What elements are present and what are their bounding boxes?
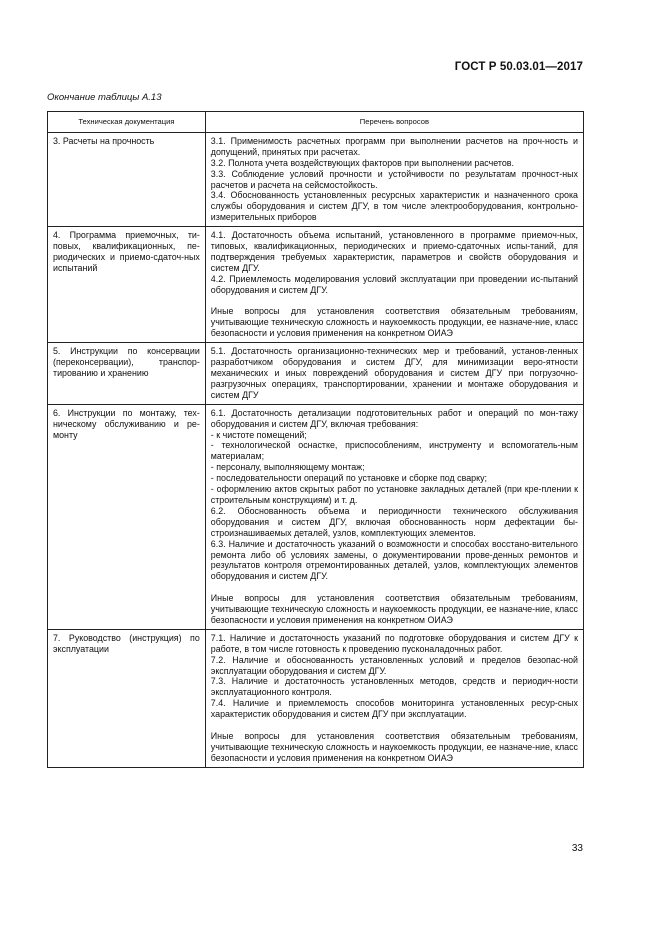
question-item: 7.2. Наличие и обоснованность установленных условий и пределов безопас-ной эксплуатации оборудования и систем ДГУ. bbox=[210, 654, 578, 676]
question-item: - последовательности операций по установке и сборке под сварку; bbox=[210, 473, 487, 484]
question-item: 6.3. Наличие и достаточность указаний о возможности и способах восстано-вительного ремонта либо об условиях замены, о документировании прове-денных ремонтов и результатов контроля отремонтированных деталей, узлов, комплектующих элементов оборудования и систем ДГУ. bbox=[210, 538, 578, 582]
document-code: ГОСТ Р 50.03.01—2017 bbox=[454, 61, 583, 73]
question-item: 3.3. Соблюдение условий прочности и устойчивости по результатам прочност-ных расчетов и расчета на сейсмостойкость. bbox=[210, 168, 578, 190]
question-item: - оформлению актов скрытых работ по установке закладных деталей (при кре-плении к строительным конструкциям) и т. д. bbox=[210, 484, 578, 505]
table-row bbox=[48, 227, 584, 343]
paragraph-gap bbox=[211, 296, 578, 307]
question-item: 7.4. Наличие и приемлемость способов мониторинга установленных ресур-сных характеристик оборудования и систем ДГУ при эксплуатации. bbox=[210, 698, 578, 720]
question-item: - технологической оснастке, приспособлениям, инструменту и вспомогатель-ным материалам; bbox=[210, 440, 578, 462]
column-header-documentation: Техническая документация bbox=[48, 112, 206, 133]
question-item: - персоналу, выполняющему монтаж; bbox=[210, 462, 365, 473]
table-header-row bbox=[48, 112, 584, 133]
question-item: 7.1. Наличие и достаточность указаний по подготовке оборудования и систем ДГУ к работе, в том числе готовность к проведению пусконаладочных работ. bbox=[210, 632, 578, 654]
documentation-cell: 6. Инструкции по монтажу, тех-ническому обслуживанию и ре-монту bbox=[48, 404, 206, 629]
questions-cell bbox=[205, 132, 583, 226]
question-item: - к чистоте помещений; bbox=[210, 429, 307, 440]
question-item: Иные вопросы для установления соответствия обязательным требованиям, учитывающие техническую сложность и наукоемкость продукции, ее назначе-ние, класс безопасности и условия применения на конкретном ОИАЭ bbox=[210, 593, 578, 625]
question-item: 7.3. Наличие и достаточность установленных методов, средств и периодич-ности эксплуатационного контроля. bbox=[210, 676, 578, 698]
table-row bbox=[48, 404, 584, 629]
question-item: 3.1. Применимость расчетных программ при выполнении расчетов на проч-ность и допущений, принятых при расчетах. bbox=[210, 135, 578, 157]
question-item: 6.1. Достаточность детализации подготовительных работ и операций по мон-тажу оборудования и систем ДГУ, включая требования: bbox=[210, 407, 578, 429]
page-number: 33 bbox=[571, 843, 583, 854]
question-item: 4.2. Приемлемость моделирования условий эксплуатации при проведении ис-пытаний оборудования и систем ДГУ. bbox=[210, 273, 578, 295]
requirements-table bbox=[47, 111, 584, 768]
question-item: 6.2. Обоснованность объема и периодичности технического обслуживания оборудования и систем ДГУ, включая обоснованность норм дефектации бы-строизнашиваемых деталей, узлов, комплектующих элементов. bbox=[210, 505, 578, 538]
questions-cell bbox=[205, 629, 583, 767]
question-item: 5.1. Достаточность организационно-технических мер и требований, установ-ленных разработчиком оборудования и систем ДГУ, для минимизации веро-ятности механических и иных повреждений оборудования и систем ДГУ при погрузочно-разгрузочных операциях, транспортировании, хранении и монтаже оборудования и систем ДГУ bbox=[210, 346, 578, 400]
table-row bbox=[48, 629, 584, 767]
question-item: Иные вопросы для установления соответствия обязательным требованиям, учитывающие техническую сложность и наукоемкость продукции, ее назначе-ние, класс безопасности и условия применения на конкретном ОИАЭ bbox=[210, 730, 578, 763]
question-item: 3.2. Полнота учета воздействующих факторов при выполнении расчетов. bbox=[210, 157, 514, 168]
column-header-questions: Перечень вопросов bbox=[205, 112, 583, 133]
questions-cell bbox=[205, 404, 583, 629]
question-item: 4.1. Достаточность объема испытаний, установленного в программе приемоч-ных, типовых, квалификационных, периодических и приемо-сдаточных испы-таний, для подтверждения требуемых характеристик, параметров и свойств оборудования и систем ДГУ. bbox=[210, 230, 578, 273]
questions-cell bbox=[205, 343, 583, 405]
documentation-cell: 4. Программа приемочных, ти-повых, квалификационных, пе-риодических и приемо-сдаточ-ных испытаний bbox=[48, 227, 206, 343]
question-item: 3.4. Обоснованность установленных ресурсных характеристик и назначенного срока службы оборудования и систем ДГУ, в том числе электрооборудования, контрольно-измерительных приборов bbox=[210, 190, 578, 223]
paragraph-gap bbox=[211, 720, 578, 731]
paragraph-gap bbox=[211, 582, 578, 593]
question-item: Иные вопросы для установления соответствия обязательным требованиям, учитывающие техническую сложность и наукоемкость продукции, ее назначе-ние, класс безопасности и условия применения на конкретном ОИАЭ bbox=[210, 306, 578, 339]
documentation-cell: 5. Инструкции по консервации (переконсервации), транспор-тированию и хранению bbox=[48, 343, 206, 405]
table-caption: Окончание таблицы А.13 bbox=[47, 92, 162, 103]
table-row bbox=[48, 343, 584, 405]
documentation-cell: 7. Руководство (инструкция) по эксплуатации bbox=[48, 629, 206, 767]
table-row bbox=[48, 132, 584, 226]
documentation-cell: 3. Расчеты на прочность bbox=[48, 132, 206, 226]
table-body bbox=[48, 132, 584, 767]
questions-cell bbox=[205, 227, 583, 343]
